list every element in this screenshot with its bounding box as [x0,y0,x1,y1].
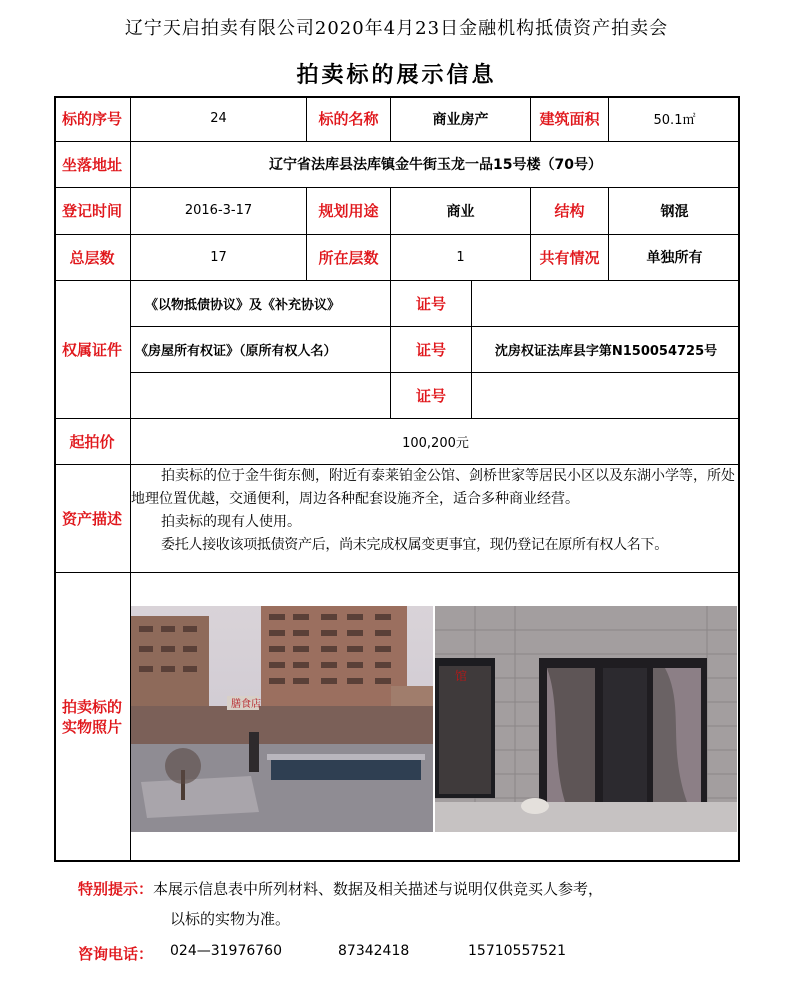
floor-at-value: 1 [456,249,465,265]
usage-value: 商业 [446,203,475,220]
property-photo-storefront [435,606,737,832]
cert-no-label-2: 证号 [415,340,446,359]
lot-no-value: 24 [210,111,227,126]
page-title: 拍卖标的展示信息 [296,62,497,88]
photo-label-line2: 实物照片 [61,718,122,736]
phone-2: 87342418 [338,943,410,959]
area-label: 建筑面积 [539,110,600,128]
asset-description [131,465,739,557]
desc-paragraph-2: 拍卖标的现有人使用。 [161,514,301,530]
reg-time-value: 2016-3-17 [184,203,253,218]
desc-label: 资产描述 [61,509,122,528]
start-price-value: 100,200元 [402,435,469,451]
shop-sign-text: 膳食店 [231,699,261,710]
contact [78,943,153,964]
photo-label [54,572,130,862]
cert-no-1 [472,280,740,326]
desc-paragraph-3: 委托人接收该项抵债资产后，尚未完成权属变更事宜，现仍登记在原所有权人名下。 [161,537,668,553]
area-value: 50.1㎡ [653,113,696,128]
cert-no-label-3: 证号 [415,386,446,405]
name-label: 标的名称 [318,110,379,128]
location-label: 坐落地址 [61,155,122,174]
ownership-value: 单独所有 [646,250,703,266]
cert-no-label-1: 证号 [415,294,446,313]
auction-title: 辽宁天启拍卖有限公司2020年4月23日金融机构抵债资产拍卖会 [124,18,669,39]
location-value: 辽宁省法库县法库镇金牛街玉龙一品15号楼（70号） [269,157,602,173]
property-photo-exterior [131,606,433,832]
cert-no-2: 沈房权证法库县字第N150054725号 [494,343,718,359]
floors-label: 总层数 [69,248,115,267]
name-value: 商业房产 [432,111,489,128]
phone-3: 15710557521 [468,943,566,959]
structure-label: 结构 [554,202,585,220]
cert-name-1: 《以物抵债协议》及《补充协议》 [145,297,341,313]
floors-value: 17 [210,249,227,265]
cert-no-3 [472,372,740,418]
lot-no-label: 标的序号 [61,110,122,128]
ownership-label: 共有情况 [539,248,600,267]
start-price-label: 起拍价 [69,432,115,451]
cert-label: 权属证件 [61,340,122,359]
structure-value: 钢混 [660,203,689,220]
photo-label-line1: 拍卖标的 [61,698,122,716]
cert-name-2: 《房屋所有权证》（原所有权人名） [135,343,337,359]
notice-label: 特别提示： [78,880,154,898]
reg-time-label: 登记时间 [61,202,122,220]
phone-label: 咨询电话： [78,945,154,963]
desc-paragraph-1: 拍卖标的位于金牛街东侧，附近有泰莱铂金公馆、剑桥世家等居民小区以及东湖小学等，所处地理位置优越，交通便利，周边各种配套设施齐全，适合多种商业经营。 [131,468,735,507]
notice-line1: 本展示信息表中所列材料、数据及相关描述与说明仅供竞买人参考， [153,880,604,898]
notice-line2: 以标的实物为准。 [170,910,291,928]
phone-1: 024—31976760 [170,943,282,959]
floor-at-label: 所在层数 [318,248,379,267]
storefront-sign-text: 馆 [455,669,468,683]
cert-name-3 [131,372,390,418]
usage-label: 规划用途 [318,202,379,220]
notice [78,878,603,899]
